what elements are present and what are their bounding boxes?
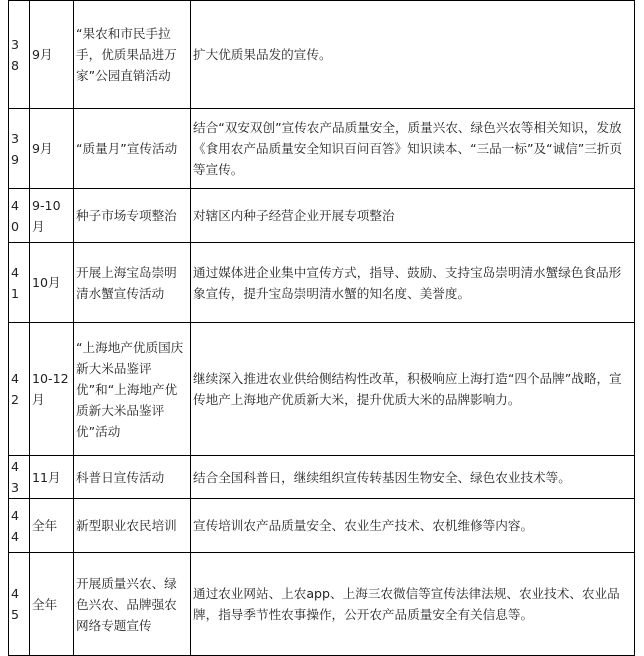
- row-number: 43: [9, 456, 30, 499]
- table-row: [9, 1, 635, 109]
- row-activity: “果农和市民手拉手，优质果品进万家”公园直销活动: [74, 1, 191, 109]
- row-time: 9月: [30, 1, 74, 109]
- row-content: 对辖区内种子经营企业开展专项整治: [191, 189, 635, 243]
- row-time: 10月: [30, 243, 74, 323]
- activity-schedule-table: [8, 0, 635, 656]
- row-content: 继续深入推进农业供给侧结构性改革，积极响应上海打造“四个品牌”战略，宣传地产上海地产优质新大米，提升优质大米的品牌影响力。: [191, 323, 635, 456]
- row-time: 9月: [30, 109, 74, 189]
- row-number: 39: [9, 109, 30, 189]
- row-content: 扩大优质果品发的宣传。: [191, 1, 635, 109]
- row-number: 40: [9, 189, 30, 243]
- row-time: 11月: [30, 456, 74, 499]
- row-activity: 科普日宣传活动: [74, 456, 191, 499]
- row-number: 45: [9, 553, 30, 656]
- table-row: [9, 499, 635, 553]
- table-row: [9, 323, 635, 456]
- row-time: 9-10月: [30, 189, 74, 243]
- row-activity: “上海地产优质国庆新大米品鉴评优”和“上海地产优质新大米品鉴评优”活动: [74, 323, 191, 456]
- row-content: 结合全国科普日，继续组织宣传转基因生物安全、绿色农业技术等。: [191, 456, 635, 499]
- row-time: 10-12月: [30, 323, 74, 456]
- row-activity: “质量月”宣传活动: [74, 109, 191, 189]
- row-content: 结合“双安双创”宣传农产品质量安全，质量兴农、绿色兴农等相关知识，发放《食用农产品质量安全知识百问百答》知识读本、“三品一标”及“诚信”三折页等宣传。: [191, 109, 635, 189]
- table-row: [9, 243, 635, 323]
- row-time: 全年: [30, 553, 74, 656]
- table-row: [9, 189, 635, 243]
- row-number: 44: [9, 499, 30, 553]
- table-row: [9, 553, 635, 656]
- row-number: 42: [9, 323, 30, 456]
- row-number: 38: [9, 1, 30, 109]
- row-number: 41: [9, 243, 30, 323]
- row-content: 通过媒体进企业集中宣传方式，指导、鼓励、支持宝岛崇明清水蟹绿色食品形象宣传，提升宝岛崇明清水蟹的知名度、美誉度。: [191, 243, 635, 323]
- table-row: [9, 456, 635, 499]
- row-activity: 开展质量兴农、绿色兴农、品牌强农网络专题宣传: [74, 553, 191, 656]
- row-activity: 种子市场专项整治: [74, 189, 191, 243]
- row-content: 通过农业网站、上农app、上海三农微信等宣传法律法规、农业技术、农业品牌，指导季节性农事操作，公开农产品质量安全有关信息等。: [191, 553, 635, 656]
- row-time: 全年: [30, 499, 74, 553]
- row-content: 宣传培训农产品质量安全、农业生产技术、农机维修等内容。: [191, 499, 635, 553]
- table-row: [9, 109, 635, 189]
- row-activity: 开展上海宝岛崇明清水蟹宣传活动: [74, 243, 191, 323]
- row-activity: 新型职业农民培训: [74, 499, 191, 553]
